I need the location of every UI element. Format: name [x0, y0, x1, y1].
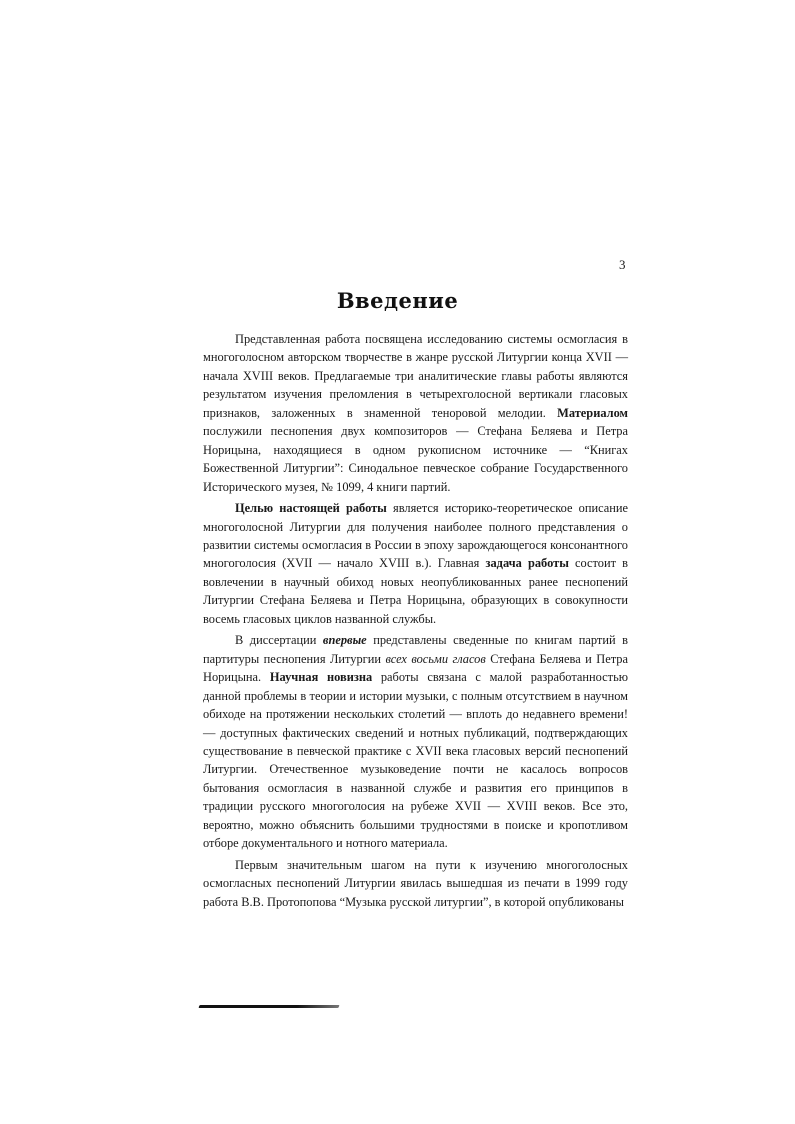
text-span: работы связана с малой разработанностью данной проблемы в теории и истории музыки, с полным отсутствием в научном обиходе на протяжении нескольких столетий — вплоть до недавнего времени! — доступных фактических сведений и нотных публикаций, подтверждающих существование в певческой практике с XVII века гласовых версий песнопений Литургии. Отечественное музыковедение почти не касалось вопросов бытования осмогласия в названной службе и развития его принципов в традиции русского многоголосия на рубеже XVII — XVIII веков. Все это, вероятно, можно объяснить большими трудностями в поиске и кропотливом отборе документального и нотного материала.: [203, 670, 628, 851]
bold-term-novelty: Научная новизна: [269, 670, 373, 685]
paragraph-1: [203, 330, 628, 496]
text-span: Стефана Беляева и Петра Норицына.: [203, 651, 628, 685]
body-text: [203, 330, 628, 914]
footnote-rule: [198, 1005, 339, 1008]
page-heading: Введение: [336, 288, 459, 313]
text-span: В диссертации: [235, 633, 323, 648]
paragraph-4: [203, 856, 628, 911]
text-span: является историко-теоретическое описание многоголосной Литургии для получения наиболее полного представления о развитии системы осмогласия в России в эпоху зарождающегося консонантного многоголосия (XVII — начало XVIII в.). Главная: [203, 501, 628, 571]
paragraph-2: [203, 499, 628, 628]
page-number: 3: [619, 257, 626, 272]
italic-term-all-modes: всех восьми гласов: [385, 651, 486, 666]
text-span: представлены сведенные по книгам партий в партитуры песнопения Литургии: [203, 633, 628, 666]
italic-term-first: впервые: [322, 633, 367, 648]
text-span: состоит в вовлечении в научный обиход новых неопубликованных ранее песнопений Литургии Стефана Беляева и Петра Норицына, образующих в совокупности восемь гласовых циклов названной службы.: [203, 556, 628, 626]
text-span: послужили песнопения двух композиторов — Стефана Беляева и Петра Норицына, находящиеся в одном рукописном источнике — “Книгах Божественной Литургии”: Синодальное певческое собрание Государственного Исторического музея, № 1099, 4 книги партий.: [203, 424, 628, 494]
bold-term-goal: Целью настоящей работы: [235, 501, 387, 516]
bold-term-task: задача работы: [485, 556, 569, 571]
text-span: Первым значительным шагом на пути к изучению многоголосных осмогласных песнопений Литургии явилась вышедшая из печати в 1999 году работа В.В. Протопопова “Музыка русской литургии”, в которой опубликованы: [203, 857, 628, 909]
paragraph-3: [203, 631, 628, 852]
text-span: Представленная работа посвящена исследованию системы осмогласия в многоголосном авторском творчестве в жанре русской Литургии конца XVII — начала XVIII веков. Предлагаемые три аналитические главы работы являются результатом изучения преломления в четырехголосной вертикали гласовых признаков, заложенных в знаменной теноровой мелодии.: [203, 332, 628, 420]
bold-term-material: Материалом: [557, 405, 628, 420]
